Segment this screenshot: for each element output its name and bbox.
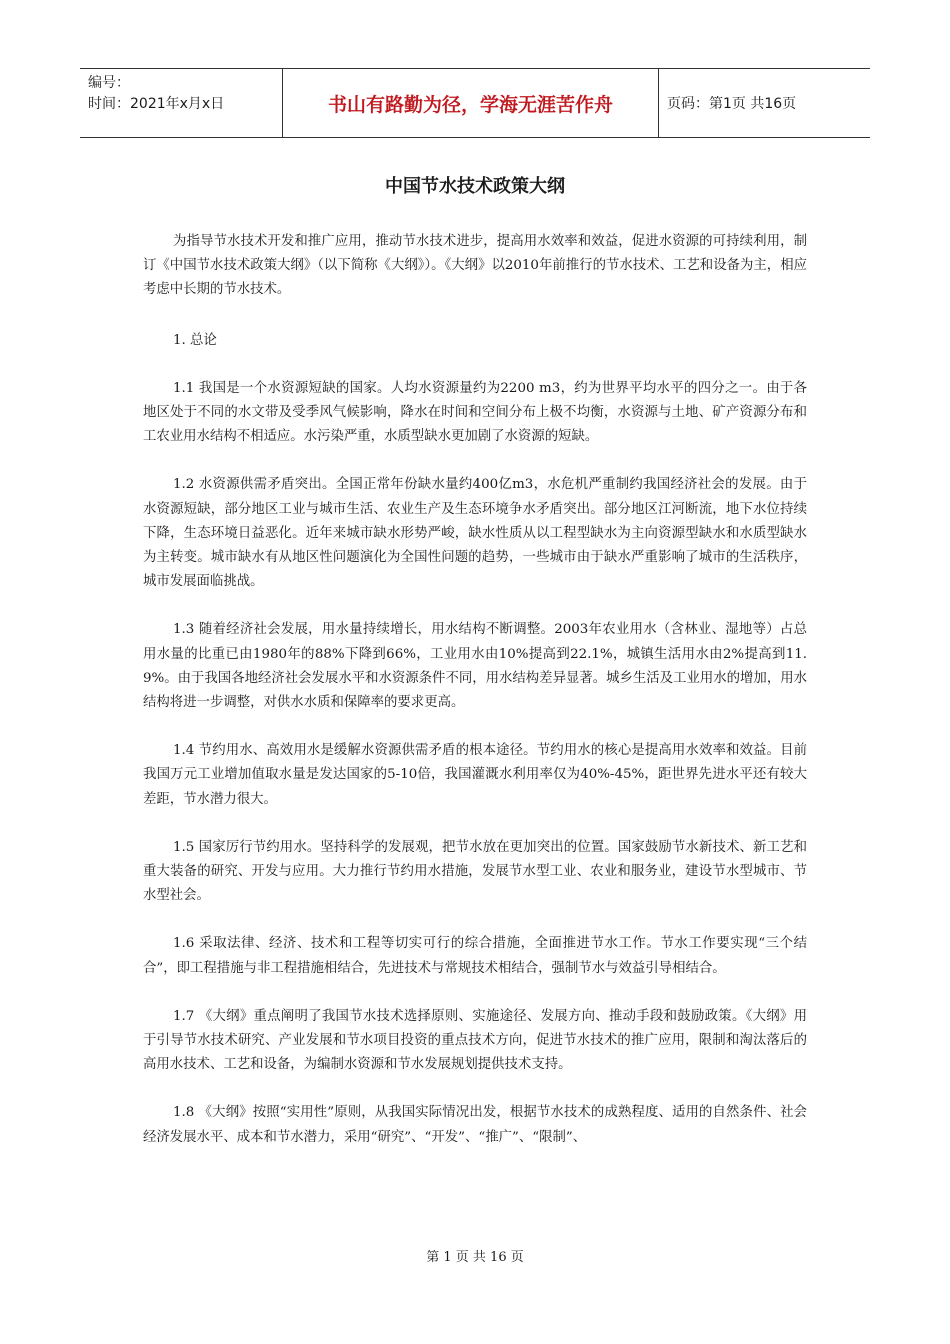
paragraph-1-6: 1.6 采取法律、经济、技术和工程等切实可行的综合措施，全面推进节水工作。节水工作要实现“三个结合”，即工程措施与非工程措施相结合，先进技术与常规技术相结合，强制节水与效益引导相结合。 bbox=[143, 936, 807, 976]
time-label: 时间：2021年x月x日 bbox=[88, 96, 225, 112]
document-title: 中国节水技术政策大纲 bbox=[385, 176, 565, 197]
paragraph-1-5: 1.5 国家厉行节约用水。坚持科学的发展观，把节水放在更加突出的位置。国家鼓励节水新技术、新工艺和重大装备的研究、开发与应用。大力推行节约用水措施，发展节水型工业、农业和服务业，建设节水型城市、节水型社会。 bbox=[143, 839, 807, 904]
header-meta bbox=[80, 69, 282, 137]
paragraph-1-7: 1.7 《大纲》重点阐明了我国节水技术选择原则、实施途径、发展方向、推动手段和鼓励政策。《大纲》用于引导节水技术研究、产业发展和节水项目投资的重点技术方向，促进节水技术的推广应用，限制和淘汰落后的高用水技术、工艺和设备，为编制水资源和节水发展规划提供技术支持。 bbox=[143, 1008, 807, 1073]
section-heading: 1. 总论 bbox=[173, 332, 217, 348]
paragraph-1-8: 1.8 《大纲》按照“实用性”原则，从我国实际情况出发，根据节水技术的成熟程度、适用的自然条件、社会经济发展水平、成本和节水潜力，采用“研究”、“开发”、“推广”、“限制”、 bbox=[143, 1105, 807, 1145]
document-body bbox=[143, 230, 807, 1174]
header-motto: 书山有路勤为径，学海无涯苦作舟 bbox=[282, 69, 659, 137]
paragraph-1-1: 1.1 我国是一个水资源短缺的国家。人均水资源量约为2200 m3，约为世界平均水平的四分之一。由于各地区处于不同的水文带及受季风气候影响，降水在时间和空间分布上极不均衡，水资源与土地、矿产资源分布和工农业用水结构不相适应。水污染严重，水质型缺水更加剧了水资源的短缺。 bbox=[143, 380, 807, 445]
number-label: 编号： bbox=[88, 75, 130, 91]
intro-paragraph: 为指导节水技术开发和推广应用，推动节水技术进步，提高用水效率和效益，促进水资源的可持续利用，制订《中国节水技术政策大纲》（以下简称《大纲》）。《大纲》以2010年前推行的节水技术、工艺和设备为主，相应考虑中长期的节水技术。 bbox=[143, 234, 807, 298]
header-page-info: 页码：第1页 共16页 bbox=[667, 96, 797, 112]
page-header bbox=[80, 68, 870, 138]
page-footer: 第 1 页 共 16 页 bbox=[426, 1250, 524, 1265]
paragraph-1-4: 1.4 节约用水、高效用水是缓解水资源供需矛盾的根本途径。节约用水的核心是提高用水效率和效益。目前我国万元工业增加值取水量是发达国家的5-10倍，我国灌溉水利用率仅为40%-45%，距世界先进水平还有较大差距，节水潜力很大。 bbox=[143, 743, 807, 807]
paragraph-1-3: 1.3 随着经济社会发展，用水量持续增长，用水结构不断调整。2003年农业用水（含林业、湿地等）占总用水量的比重已由1980年的88%下降到66%，工业用水由10%提高到22.1%，城镇生活用水由2%提高到11.9%。由于我国各地经济社会发展水平和水资源条件不同，用水结构差异显著。城乡生活及工业用水的增加，用水结构将进一步调整，对供水水质和保障率的要求更高。 bbox=[143, 622, 807, 711]
paragraph-1-2: 1.2 水资源供需矛盾突出。全国正常年份缺水量约400亿m3，水危机严重制约我国经济社会的发展。由于水资源短缺，部分地区工业与城市生活、农业生产及生态环境争水矛盾突出。部分地区江河断流，地下水位持续下降，生态环境日益恶化。近年来城市缺水形势严峻，缺水性质从以工程型缺水为主向资源型缺水和水质型缺水为主转变。城市缺水有从地区性问题演化为全国性问题的趋势，一些城市由于缺水严重影响了城市的生活秩序，城市发展面临挑战。 bbox=[143, 477, 807, 590]
